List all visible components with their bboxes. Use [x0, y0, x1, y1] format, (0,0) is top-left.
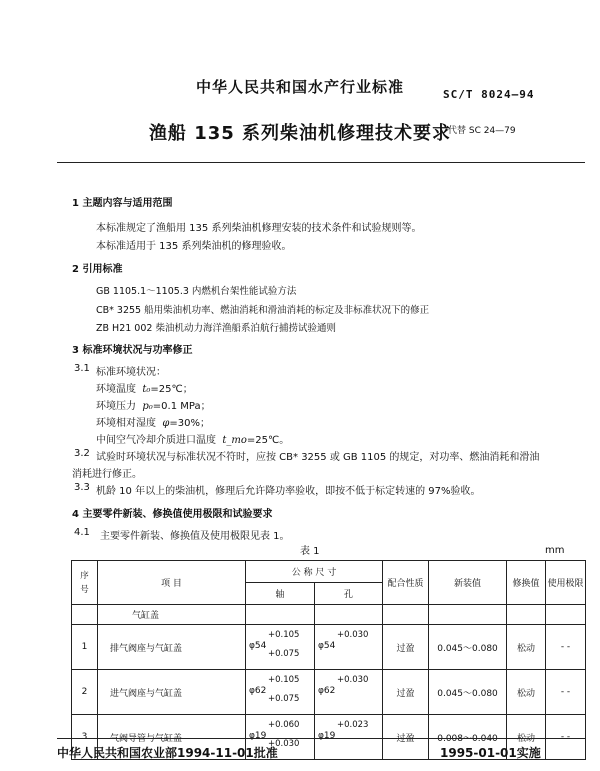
- clause-number: 3.1: [74, 363, 90, 374]
- hole-upper-dev: +0.030: [337, 675, 369, 685]
- row-limit: - -: [546, 625, 586, 670]
- row-replace-value: 松动: [507, 625, 546, 670]
- clause-3-2-text: 试验时环境状况与标准状况不符时，应按 CB* 3255 或 GB 1105 的规定，对功率、燃油消耗和滑油: [96, 452, 540, 463]
- footer-rule: [57, 738, 585, 739]
- header-rule: [57, 162, 585, 163]
- header-seq: 序号: [72, 561, 98, 605]
- row-replace-value: 松动: [507, 715, 546, 760]
- row-item: 进气阀座与气缸盖: [98, 670, 246, 715]
- table-row: [72, 670, 586, 715]
- header-shaft: 轴: [246, 583, 315, 605]
- row-item: 排气阀座与气缸盖: [98, 625, 246, 670]
- env-condition: [96, 431, 289, 446]
- env-symbol: p₀: [142, 401, 153, 412]
- group-label: 气缸盖: [98, 605, 246, 625]
- row-seq: 3: [72, 715, 98, 760]
- row-item: 气阀导管与气缸盖: [98, 715, 246, 760]
- shaft-base: φ19: [249, 731, 267, 741]
- clause-3-1-intro: 标准环境状况：: [96, 367, 166, 378]
- env-symbol: t_mo: [222, 435, 247, 446]
- row-seq: 1: [72, 625, 98, 670]
- replaces-note: 代替 SC 24—79: [448, 126, 516, 136]
- env-condition: [96, 380, 193, 395]
- env-condition: [96, 414, 210, 429]
- clause-4-1-text: 主要零件新装、修换值及使用极限见表 1。: [100, 531, 290, 542]
- env-condition: [96, 397, 211, 412]
- env-label: 环境温度: [96, 384, 136, 395]
- env-symbol: φ: [162, 418, 170, 429]
- header-limit: 使用极限: [546, 561, 586, 605]
- env-value: =25℃；: [150, 384, 193, 395]
- header-item: 项 目: [98, 561, 246, 605]
- hole-dimension: [315, 715, 383, 760]
- hole-base: φ19: [318, 731, 336, 741]
- document-title: 渔船 135 系列柴油机修理技术要求: [148, 123, 452, 144]
- row-seq: 2: [72, 670, 98, 715]
- shaft-lower-dev: +0.075: [268, 694, 300, 704]
- row-limit: - -: [546, 715, 586, 760]
- section-4-heading: 4 主要零件新装、修换值使用极限和试验要求: [72, 509, 273, 520]
- clause-3-3-text: 机龄 10 年以上的柴油机，修理后允许降功率验收，即按不低于标定转速的 97%验收。: [96, 486, 481, 497]
- env-symbol: t₀: [142, 384, 151, 395]
- header-new-value: 新装值: [429, 561, 507, 605]
- clause-number: 4.1: [74, 527, 90, 538]
- hole-base: φ54: [318, 641, 336, 651]
- shaft-base: φ54: [249, 641, 267, 651]
- env-label: 环境压力: [96, 401, 136, 412]
- clause-number: 3.2: [74, 448, 90, 459]
- header-nominal: 公 称 尺 寸: [246, 561, 383, 583]
- env-value: =0.1 MPa；: [152, 401, 211, 412]
- shaft-dimension: [246, 625, 315, 670]
- row-new-value: 0.008～0.040: [429, 715, 507, 760]
- standard-code: SC/T 8024—94: [443, 88, 535, 101]
- row-replace-value: 松动: [507, 670, 546, 715]
- table-unit: mm: [545, 545, 565, 556]
- section-1-para-1: 本标准规定了渔船用 135 系列柴油机修理安装的技术条件和试验规则等。: [96, 223, 422, 234]
- hole-dimension: [315, 625, 383, 670]
- header-replace-value: 修换值: [507, 561, 546, 605]
- hole-base: φ62: [318, 686, 336, 696]
- shaft-upper-dev: +0.105: [268, 630, 300, 640]
- row-fit: 过盈: [383, 715, 429, 760]
- header-fit: 配合性质: [383, 561, 429, 605]
- clause-3-2-text-cont: 消耗进行修正。: [72, 469, 142, 480]
- env-label: 中间空气冷却介质进口温度: [96, 435, 216, 446]
- table-row: [72, 625, 586, 670]
- shaft-lower-dev: +0.075: [268, 649, 300, 659]
- hole-upper-dev: +0.023: [337, 720, 369, 730]
- reference-item: ZB H21 002 柴油机动力海洋渔船系泊航行捕捞试验通则: [96, 323, 336, 334]
- section-3-heading: 3 标准环境状况与功率修正: [72, 345, 193, 356]
- row-limit: - -: [546, 670, 586, 715]
- section-1-heading: 1 主题内容与适用范围: [72, 198, 173, 209]
- effective-date: 1995-01-01实施: [440, 746, 541, 760]
- shaft-upper-dev: +0.105: [268, 675, 300, 685]
- table-1: [71, 560, 586, 760]
- table-caption: 表 1: [300, 546, 320, 557]
- env-value: =25℃。: [246, 435, 290, 446]
- row-fit: 过盈: [383, 670, 429, 715]
- shaft-dimension: [246, 670, 315, 715]
- section-2-heading: 2 引用标准: [72, 264, 123, 275]
- issued-by: 中华人民共和国农业部1994-11-01批准: [57, 746, 278, 760]
- reference-item: GB 1105.1～1105.3 内燃机台架性能试验方法: [96, 286, 297, 297]
- hole-dimension: [315, 670, 383, 715]
- env-value: =30%；: [169, 418, 210, 429]
- row-new-value: 0.045～0.080: [429, 625, 507, 670]
- clause-number: 3.3: [74, 482, 90, 493]
- header-hole: 孔: [315, 583, 383, 605]
- row-fit: 过盈: [383, 625, 429, 670]
- env-label: 环境相对湿度: [96, 418, 156, 429]
- shaft-upper-dev: +0.060: [268, 720, 300, 730]
- section-1-para-2: 本标准适用于 135 系列柴油机的修理验收。: [96, 241, 292, 252]
- reference-item: CB* 3255 船用柴油机功率、燃油消耗和滑油消耗的标定及非标准状况下的修正: [96, 305, 430, 316]
- shaft-lower-dev: +0.030: [268, 739, 300, 749]
- shaft-base: φ62: [249, 686, 267, 696]
- hole-upper-dev: +0.030: [337, 630, 369, 640]
- standard-organization: 中华人民共和国水产行业标准: [195, 78, 404, 96]
- row-new-value: 0.045～0.080: [429, 670, 507, 715]
